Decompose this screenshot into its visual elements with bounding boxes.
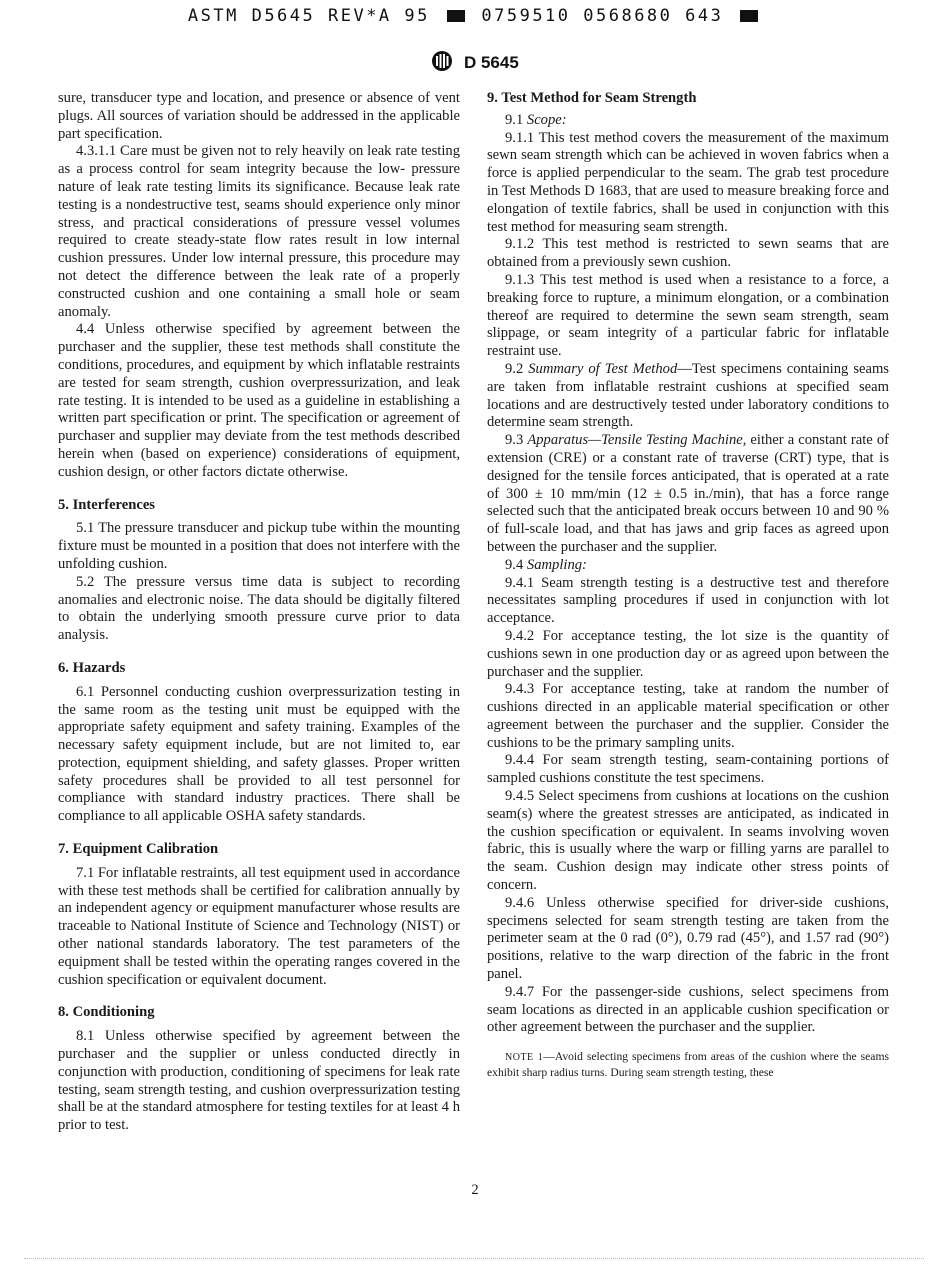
summary-text: —Test specimens containing seams are taken from inflatable restraint cushions at specified seam locations and are destructively tested under laboratory conditions to determine seam strength. — [487, 360, 889, 431]
paragraph-5-2: 5.2 The pressure versus time data is subject to recording anomalies and electronic noise. The data should be digitally filtered to obtain the underlying smooth pressure curve prior to data analysis. — [58, 573, 460, 644]
paragraph-9-1-3: 9.1.3 This test method is used when a resistance to a force, a breaking force to rupture, a minimum elongation, or a combination thereof are required to determine the sewn seam strength, seam slippage, or seam integrity of a particular fabric for inflatable restraint use. — [487, 271, 889, 360]
paragraph-7-1: 7.1 For inflatable restraints, all test equipment used in accordance with these test methods shall be certified for calibration annually by an independent agency or equipment manufacturer whose results are traceable to National Institute of Science and Technology (NIST) or other national standards laboratory. The test parameters of the equipment shall be tested within the operating ranges covered in the cushion specification or equivalent document. — [58, 864, 460, 988]
apparatus-label: Apparatus—Tensile Testing Machine, — [527, 432, 747, 449]
paragraph-9-4-3: 9.4.3 For acceptance testing, take at random the number of cushions directed in an applicable material specification or other agreement between the purchaser and the supplier. Consider the cushions to be the primary sampling units. — [487, 681, 889, 751]
paragraph-9-1-2: 9.1.2 This test method is restricted to sewn seams that are obtained from a previously sewn cushion. — [487, 236, 889, 271]
paragraph-4-3-1-1: 4.3.1.1 Care must be given not to rely heavily on leak rate testing as a process control for seam integrity because the low- pressure nature of leak rate testing limits its significance. Because leak rate testing is a nondestructive test, seams should experience only minor stress, and practical considerations of pressure vessel volumes required to create steady-state flow rates result in low internal cushion pressures. Under low internal pressure, this procedure may not detect the difference between the leak rate of a properly constructed cushion and one containing a small hole or seam anomaly. — [58, 143, 460, 320]
paragraph-8-1: 8.1 Unless otherwise specified by agreement between the purchaser and the supplier or unless conducted directly in conjunction with production, conditioning of specimens for leak rate testing, seam strength testing, and cushion overpressurization testing shall be at the standard atmosphere for testing textiles for at least 4 h prior to test. — [58, 1028, 460, 1134]
paragraph-5-1: 5.1 The pressure transducer and pickup tube within the mounting fixture must be mounted in a position that does not interfere with the unfolding cushion. — [58, 520, 460, 572]
note-label: NOTE 1 — [505, 1052, 544, 1064]
section-heading-hazards: 6. Hazards — [58, 659, 126, 676]
scan-header-banner — [0, 6, 950, 26]
section-heading-conditioning: 8. Conditioning — [58, 1004, 155, 1021]
astm-logo-icon — [431, 50, 453, 72]
banner-left-text: ASTM D5645 REV*A 95 — [187, 6, 430, 26]
sampling-label: Sampling: — [526, 556, 587, 573]
paragraph-9-4-7: 9.4.7 For the passenger-side cushions, select specimens from seam locations as directed in an applicable cushion specification or other agreement between the purchaser and the supplier. — [487, 983, 889, 1036]
note-1 — [487, 1049, 889, 1080]
banner-right-text: 0759510 0568680 643 — [481, 6, 724, 26]
page-number: 2 — [471, 1182, 479, 1198]
banner-block-mark-end — [740, 10, 758, 22]
scope-label: Scope: — [526, 111, 567, 128]
designation-number: D 5645 — [463, 53, 519, 72]
paragraph-6-1: 6.1 Personnel conducting cushion overpressurization testing in the same room as the testing unit must be equipped with the appropriate safety equipment and safety training. Examples of the necessary safety equipment include, but are not limited to, ear protection, equipment shielding, and safety glasses. Proper written safety procedures shall be provided to all test personnel for compliance with standard industry practices. There shall be compliance to all applicable OSHA safety standards. — [58, 683, 460, 825]
paragraph-9-4 — [487, 557, 889, 575]
paragraph-9-4-5: 9.4.5 Select specimens from cushions at locations on the cushion seam(s) where the greatest stresses are anticipated, as indicated in the cushion specification or equivalent. In seams involving woven fabric, this is usually where the warp or filling yarns are parallel to the seam. Cushion design may indicate other stress points of concern. — [487, 788, 889, 894]
paragraph-number: 9.3 — [505, 432, 524, 449]
scan-bottom-rule — [24, 1258, 924, 1259]
section-heading-seam-strength: 9. Test Method for Seam Strength — [487, 90, 697, 106]
continued-paragraph: sure, transducer type and location, and presence or absence of vent plugs. All sources of variation should be addressed in the applicable part specification. — [58, 90, 460, 142]
right-column — [487, 90, 889, 1080]
apparatus-text: either a constant rate of extension (CRE) or a constant rate of traverse (CRT) type, that is designed for the tensile forces anticipated, that is operated at a rate of 300 ± 10 mm/min (12 ± 0.5 in./min), that has a force range selected such that the anticipated break occurs between 10 and 90 % of full-scale load, and that has jaws and grip faces as agreed upon between the purchaser and the supplier. — [487, 432, 889, 555]
paragraph-9-1-1: 9.1.1 This test method covers the measurement of the maximum sewn seam strength which can be achieved in woven fabrics when a force is applied perpendicular to the seam. The grab test procedure in Test Methods D 1683, that are used to measure breaking force and elongation of textile fabrics, shall be used in conjunction with this test method for measuring seam strength. — [487, 129, 889, 235]
note-text: —Avoid selecting specimens from areas of the cushion where the seams exhibit sharp radius turns. During seam strength testing, these — [487, 1050, 889, 1080]
paragraph-9-4-2: 9.4.2 For acceptance testing, the lot size is the quantity of cushions sewn in one production day or as agreed upon between the purchaser and the supplier. — [487, 627, 889, 680]
paragraph-number: 9.4 — [505, 556, 524, 573]
paragraph-number: 9.2 — [505, 360, 524, 377]
banner-block-mark — [447, 10, 465, 22]
paragraph-9-1 — [487, 112, 889, 130]
summary-label: Summary of Test Method — [528, 360, 678, 377]
paragraph-number: 9.1 — [505, 111, 524, 128]
paragraph-4-4: 4.4 Unless otherwise specified by agreement between the purchaser and the supplier, these test methods shall constitute the conditions, procedures, and equipment by which inflatable restraints are tested for seam strength, cushion overpressurization, and leak rate testing. It is intended to be used as a guideline in establishing a written part specification or print. The specification or agreement of purchaser and supplier may deviate from the test methods described herein when (based on experience) considerations of equipment, cushion design, or other factors dictate otherwise. — [58, 321, 460, 480]
paragraph-9-4-1: 9.4.1 Seam strength testing is a destructive test and therefore necessitates sampling procedures if used in conjunction with lot acceptance. — [487, 574, 889, 627]
section-heading-calibration: 7. Equipment Calibration — [58, 841, 219, 858]
section-heading-interferences: 5. Interferences — [58, 496, 155, 513]
paragraph-9-4-4: 9.4.4 For seam strength testing, seam-containing portions of sampled cushions constitute the test specimens. — [487, 752, 889, 787]
paragraph-9-3 — [487, 432, 889, 557]
paragraph-9-4-6: 9.4.6 Unless otherwise specified for driver-side cushions, specimens selected for seam strength testing are taken from the perimeter seam at the 0 rad (0°), 0.79 rad (45°), and 1.57 rad (90°) positions, relative to the warp direction of the fabric in the front panel. — [487, 894, 889, 983]
left-column — [58, 90, 460, 1135]
paragraph-9-2 — [487, 361, 889, 432]
designation-header — [0, 50, 950, 73]
